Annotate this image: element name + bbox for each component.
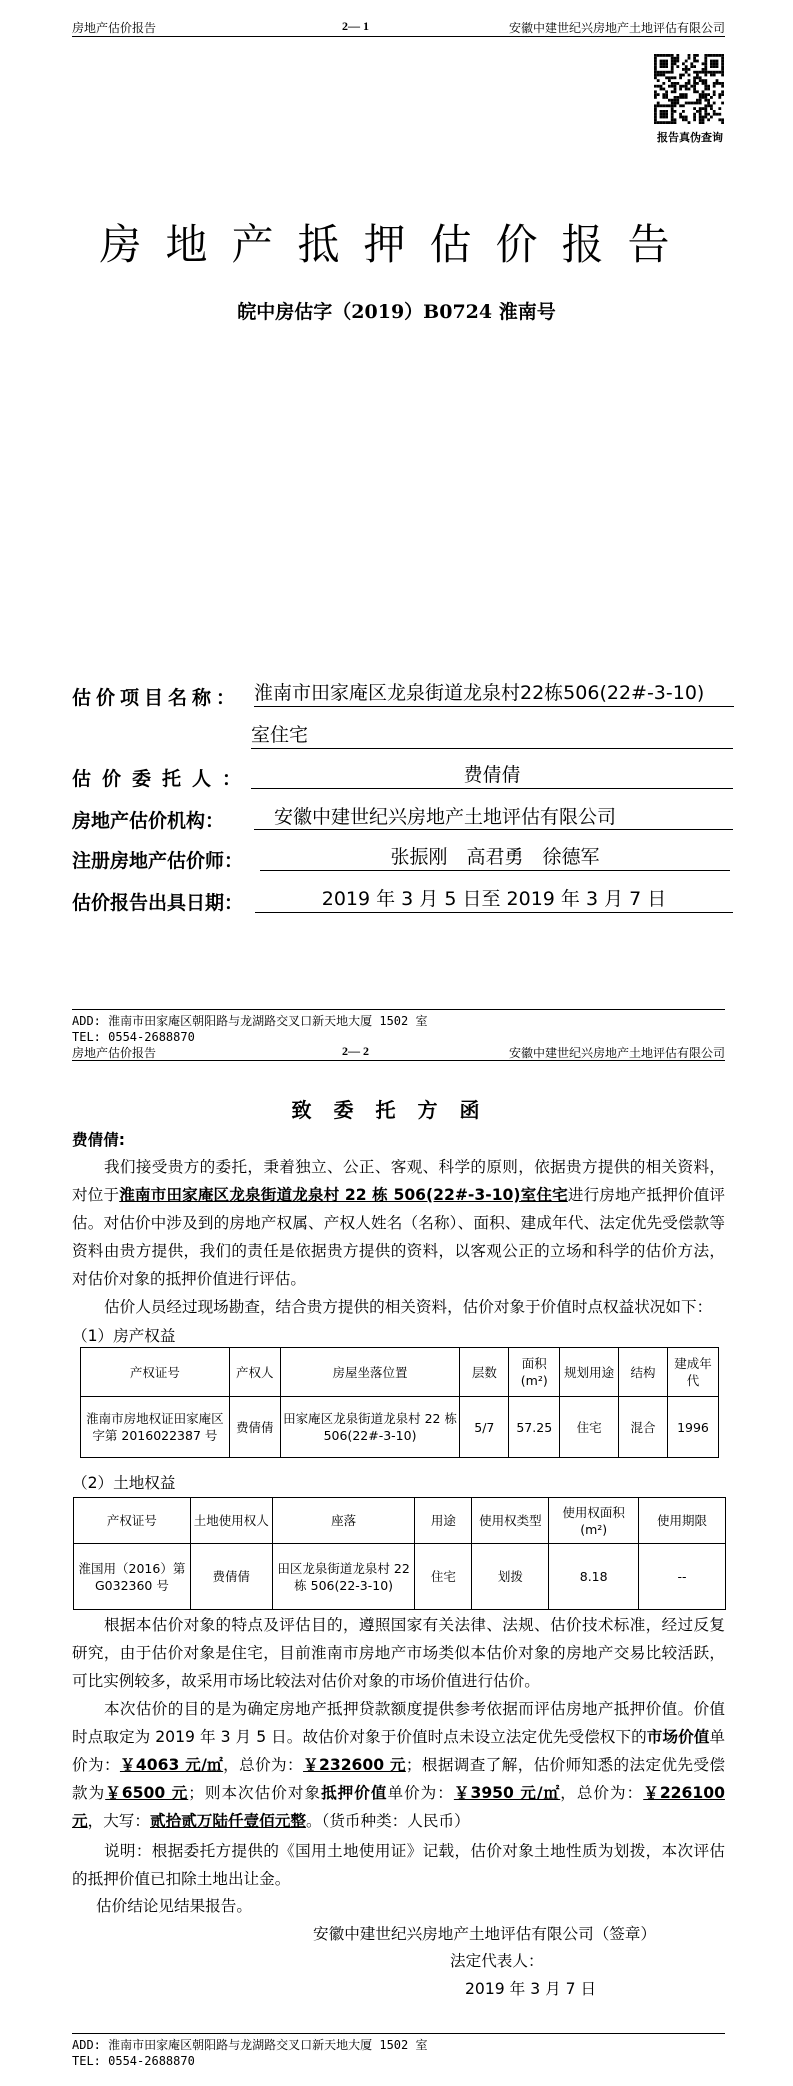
table-header-row	[81, 1348, 719, 1397]
report-title: 房地产抵押估价报告	[99, 220, 694, 269]
footer-tel: TEL: 0554-2688870	[72, 1030, 195, 1044]
text: ，大写：	[87, 1812, 150, 1830]
header-company: 安徽中建世纪兴房地产土地评估有限公司	[508, 1046, 725, 1060]
mortgage-amount-words: 贰拾贰万陆仟壹佰元整	[150, 1812, 306, 1830]
text: 进行房地产抵押价值评估。对估价中涉及到的房地产权属、产权人姓名（名称）、面积、建成年代、法定优先受偿款等资料由贵方提供，我们的责任是依据贵方提供的资料，以客观公正的立场和科学的估价方法，对估价对象的抵押价值进行评估。	[72, 1186, 725, 1288]
cell: 住宅	[560, 1397, 619, 1458]
col-header: 结构	[619, 1348, 668, 1397]
field-label-agency: 房地产估价机构：	[72, 810, 225, 832]
mortgage-total-price: ￥226100 元	[72, 1784, 725, 1830]
col-header: 规划用途	[560, 1348, 619, 1397]
field-label-project: 估价项目名称：	[72, 687, 241, 709]
table-row	[81, 1397, 719, 1458]
col-header: 使用权面积(m²)	[549, 1498, 639, 1544]
col-header: 使用期限	[639, 1498, 726, 1544]
house-rights-label: （1）房产权益	[72, 1327, 176, 1345]
header-company: 安徽中建世纪兴房地产土地评估有限公司	[508, 21, 725, 35]
header-divider	[72, 1060, 725, 1061]
signature-company: 安徽中建世纪兴房地产土地评估有限公司（签章）	[313, 1925, 657, 1943]
col-header: 面积(m²)	[509, 1348, 560, 1397]
market-unit-price: ￥4063 元/㎡	[119, 1756, 224, 1774]
paragraph-note: 说明：根据委托方提供的《国用土地使用证》记载，估价对象土地性质为划拨，本次评估的抵押价值已扣除土地出让金。	[72, 1842, 725, 1888]
cell: 住宅	[415, 1544, 472, 1610]
cell: 划拨	[472, 1544, 549, 1610]
signature-date: 2019 年 3 月 7 日	[465, 1980, 597, 1998]
field-value-appraisers: 张振刚 高君勇 徐德军	[260, 844, 730, 871]
header-left: 房地产估价报告	[72, 1046, 157, 1060]
market-total-price: ￥232600 元	[303, 1756, 406, 1774]
field-value-agency: 安徽中建世纪兴房地产土地评估有限公司	[254, 804, 733, 830]
cell: 田家庵区龙泉街道龙泉村 22 栋 506(22#-3-10)	[280, 1397, 460, 1458]
priority-payment: ￥6500 元	[105, 1784, 189, 1802]
text: 本次估价的目的是为确定房地产抵押贷款额度提供参考依据而评估房地产抵押价值。价值时点取定为 2019 年 3 月 5 日。故估价对象于价值时点未设立法定优先受偿权下的	[72, 1700, 725, 1746]
text: 我们接受贵方的委托，秉着独立、公正、客观、科学的原则，依据贵方提供的相关资料，对位于	[72, 1158, 725, 1204]
paragraph-conclusion: 估价结论见结果报告。	[96, 1897, 252, 1915]
col-header: 用途	[415, 1498, 472, 1544]
cell: 淮南市房地权证田家庵区字第 2016022387 号	[81, 1397, 230, 1458]
field-value-project: 淮南市田家庵区龙泉街道龙泉村22栋506(22#-3-10)	[254, 680, 734, 707]
page-number: 2— 1	[342, 19, 369, 33]
text: 。（货币种类：人民币）	[305, 1812, 470, 1830]
paragraph-intro	[72, 1153, 725, 1293]
report-number: 皖中房估字（2019）B0724 淮南号	[237, 301, 556, 323]
field-value-client: 费倩倩	[251, 762, 733, 789]
page-header	[72, 1044, 725, 1064]
table-row	[74, 1544, 726, 1610]
land-rights-label: （2）土地权益	[72, 1474, 176, 1492]
footer-address: ADD: 淮南市田家庵区朝阳路与龙湖路交叉口新天地大厦 1502 室	[72, 1014, 428, 1028]
col-header: 层数	[460, 1348, 509, 1397]
header-left: 房地产估价报告	[72, 21, 157, 35]
footer-tel: TEL: 0554-2688870	[72, 2054, 195, 2068]
text: 单价为：	[387, 1784, 454, 1802]
col-header: 建成年代	[667, 1348, 718, 1397]
cell: 混合	[619, 1397, 668, 1458]
col-header: 房屋坐落位置	[280, 1348, 460, 1397]
field-label-appraisers: 注册房地产估价师：	[72, 850, 244, 872]
land-rights-table	[73, 1497, 726, 1610]
cell: 8.18	[549, 1544, 639, 1610]
property-address: 淮南市田家庵区龙泉街道龙泉村 22 栋 506(22#-3-10)室住宅	[119, 1186, 568, 1204]
mortgage-unit-price: ￥3950 元/㎡	[453, 1784, 561, 1802]
cell: --	[639, 1544, 726, 1610]
footer-divider	[72, 2033, 725, 2034]
col-header: 座落	[272, 1498, 415, 1544]
field-label-client: 估价委托人：	[72, 768, 253, 790]
text: ；根据调查了解，估价师知悉的法定优先受偿款为	[72, 1756, 725, 1802]
table-header-row	[74, 1498, 726, 1544]
col-header: 使用权类型	[472, 1498, 549, 1544]
paragraph-survey: 估价人员经过现场勘查，结合贵方提供的相关资料，估价对象于价值时点权益状况如下：	[104, 1298, 713, 1316]
letter-title: 致委托方函	[291, 1098, 502, 1122]
cell: 淮国用（2016）第 G032360 号	[74, 1544, 191, 1610]
col-header: 土地使用权人	[190, 1498, 272, 1544]
col-header: 产权证号	[74, 1498, 191, 1544]
text: 市场价值	[646, 1728, 710, 1746]
cell: 费倩倩	[229, 1397, 280, 1458]
text: ，总价为：	[560, 1784, 644, 1802]
text: ；则本次估价对象	[188, 1784, 322, 1802]
salutation: 费倩倩:	[72, 1131, 126, 1149]
signature-representative: 法定代表人：	[450, 1952, 544, 1970]
paragraph-method: 根据本估价对象的特点及评估目的，遵照国家有关法律、法规、估价技术标准，经过反复研究，由于估价对象是住宅，目前淮南市房地产市场类似本估价对象的房地产交易比较活跃，可比实例较多，故采用市场比较法对估价对象的市场价值进行估价。	[72, 1616, 725, 1690]
cell: 田区龙泉街道龙泉村 22 栋 506(22-3-10)	[272, 1544, 415, 1610]
cell: 费倩倩	[190, 1544, 272, 1610]
text: 单价为：	[72, 1728, 725, 1774]
cell: 5/7	[460, 1397, 509, 1458]
footer-address: ADD: 淮南市田家庵区朝阳路与龙湖路交叉口新天地大厦 1502 室	[72, 2038, 428, 2052]
qr-code-icon	[654, 54, 724, 124]
cell: 57.25	[509, 1397, 560, 1458]
field-label-date: 估价报告出具日期：	[72, 892, 244, 914]
paragraph-valuation	[72, 1695, 725, 1835]
col-header: 产权人	[229, 1348, 280, 1397]
field-value-project-cont: 室住宅	[251, 722, 733, 749]
page-number: 2— 2	[342, 1044, 369, 1058]
cell: 1996	[667, 1397, 718, 1458]
col-header: 产权证号	[81, 1348, 230, 1397]
text: ，总价为：	[223, 1756, 304, 1774]
field-value-date: 2019 年 3 月 5 日至 2019 年 3 月 7 日	[255, 886, 733, 913]
text: 抵押价值	[321, 1784, 388, 1802]
header-divider	[72, 36, 725, 37]
house-rights-table	[80, 1347, 719, 1458]
footer-divider	[72, 1009, 725, 1010]
qr-caption: 报告真伪查询	[657, 131, 723, 144]
